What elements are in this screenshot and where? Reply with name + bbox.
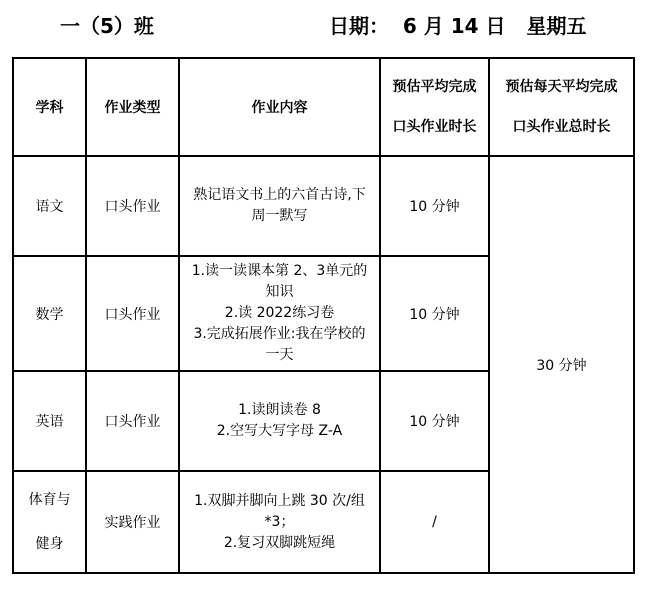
content-line: 2.复习双脚跳短绳 [223, 534, 336, 551]
content-line: 1.双脚并脚向上跳 30 次/组 [194, 492, 365, 509]
total-duration-cell: 30 分钟 [489, 156, 634, 573]
duration-cell: 10 分钟 [380, 371, 489, 471]
duration-cell: 10 分钟 [380, 256, 489, 371]
date-label: 日期： 6 月 14 日 星期五 [329, 14, 587, 38]
subject-cell: 语文 [13, 156, 86, 256]
column-header-est-avg [380, 58, 489, 156]
content-line: 1.读一读课本第 2、3单元的 [191, 263, 368, 279]
content-cell [179, 371, 380, 471]
content-line: 1.读朗读卷 8 [238, 402, 321, 418]
content-line: 知识 [265, 284, 294, 300]
content-line: 熟记语文书上的六首古诗,下 [193, 187, 366, 203]
content-cell [179, 471, 380, 573]
type-cell: 口头作业 [86, 371, 179, 471]
subject-cell [13, 471, 86, 573]
type-cell: 口头作业 [86, 256, 179, 371]
column-header-est-avg-line1: 预估平均完成 [392, 79, 477, 95]
column-header-content: 作业内容 [179, 58, 380, 156]
column-header-est-daily [489, 58, 634, 156]
column-header-est-avg-line2: 口头作业时长 [392, 119, 477, 135]
homework-table [12, 57, 635, 574]
column-header-subject: 学科 [13, 58, 86, 156]
class-label: 一（5）班 [60, 14, 154, 38]
type-cell: 实践作业 [86, 471, 179, 573]
subject-cell: 数学 [13, 256, 86, 371]
column-header-est-daily-line2: 口头作业总时长 [512, 119, 611, 135]
table-header-row [13, 58, 634, 156]
content-cell [179, 156, 380, 256]
content-line: 周一默写 [251, 208, 308, 224]
content-line: *3； [264, 513, 295, 530]
content-line: 一天 [265, 347, 294, 363]
duration-cell: 10 分钟 [380, 156, 489, 256]
subject-cell: 英语 [13, 371, 86, 471]
column-header-est-daily-line1: 预估每天平均完成 [505, 79, 618, 95]
content-line: 3.完成拓展作业:我在学校的 [193, 326, 366, 342]
table-row [13, 156, 634, 256]
content-line: 2.读 2022练习卷 [224, 305, 335, 321]
content-cell [179, 256, 380, 371]
subject-line: 体育与 [28, 492, 71, 508]
type-cell: 口头作业 [86, 156, 179, 256]
column-header-type: 作业类型 [86, 58, 179, 156]
content-line: 2.空写大写字母 Z-A [216, 423, 343, 439]
duration-cell: / [380, 471, 489, 573]
subject-line: 健身 [35, 536, 64, 552]
